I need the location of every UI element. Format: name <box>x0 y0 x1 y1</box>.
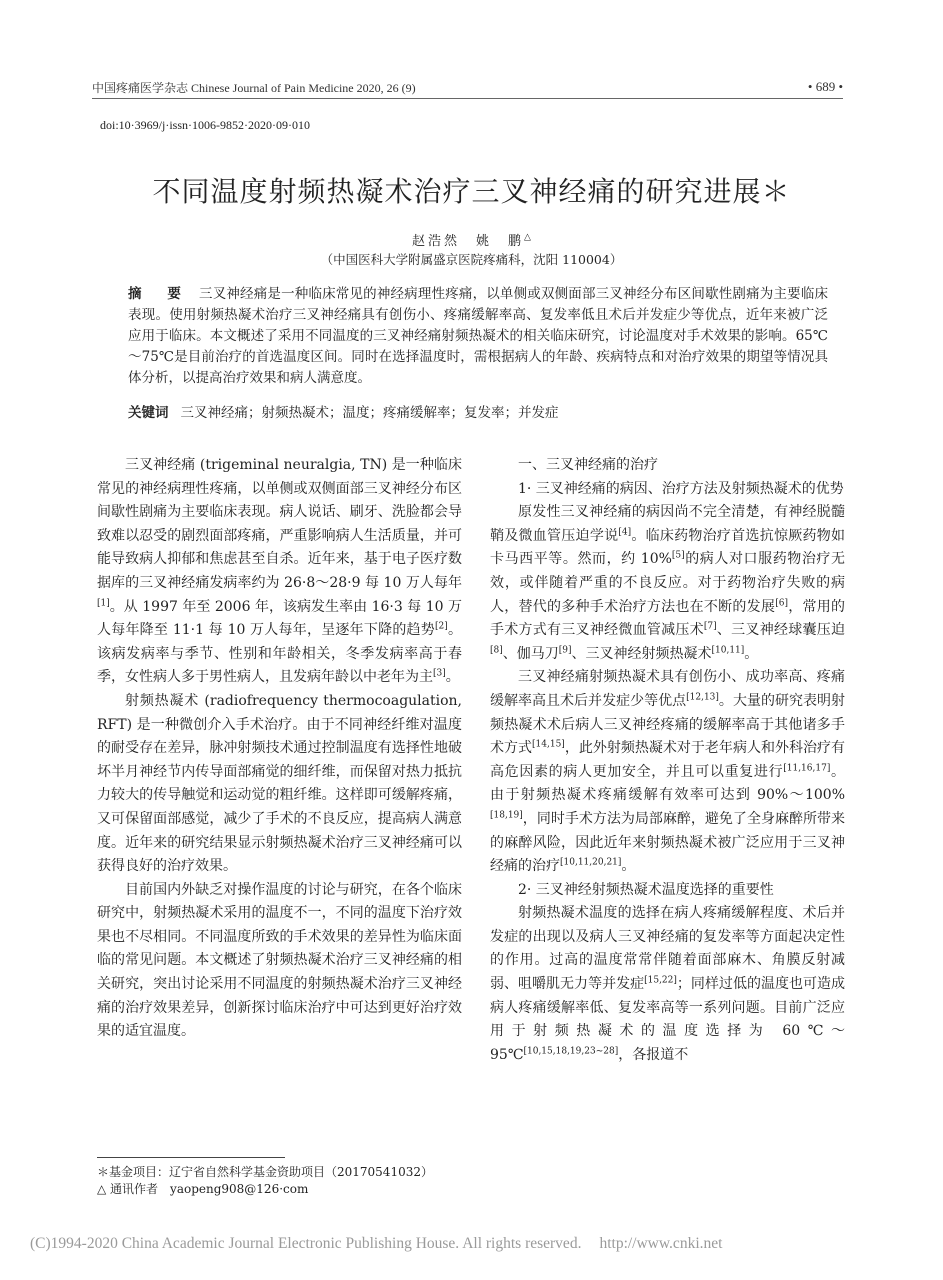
citation: [8] <box>490 645 503 656</box>
citation: [10,15,18,19,23~28] <box>523 1046 619 1057</box>
paragraph: 射频热凝术温度的选择在病人疼痛缓解程度、术后并发症的出现以及病人三叉神经痛的复发率等方面起决定性的作用。过高的温度常常伴随着面部麻木、角膜反射减弱、咀嚼肌无力等并发症[15,22]；同样过低的温度也可造成病人疼痛缓解率低、复发率高等一系列问题。目前广泛应用于射频热凝术的温度选择为 60℃～95℃[10,15,18,19,23~28]，各报道不 <box>490 905 846 1063</box>
citation: [2] <box>435 621 448 632</box>
citation: [4] <box>618 527 632 538</box>
citation: [11,16,17] <box>783 763 831 774</box>
citation: [10,11,20,21] <box>560 857 622 868</box>
paragraph: 三叉神经痛 (trigeminal neuralgia, TN) 是一种临床常见的神经病理性疼痛，以单侧或双侧面部三叉神经分布区间歇性剧痛为主要临床表现。病人说话、刷牙、洗脸都会导致难以忍受的剧烈面部疼痛，严重影响病人生活质量，并可能导致病人抑郁和焦虑甚至自杀。近年来，基于电子医疗数据库的三叉神经痛发病率约为 26·8～28·9 每 10 万人每年[1]。从 1997 年至 2006 年，该病发生率由 16·3 每 10 万人每年降至 11·1 每 10 万人每年，呈逐年下降的趋势[2]。该病发病率与季节、性别和年龄相关，冬季发病率高于春季，女性病人多于男性病人，且发病年龄以中老年为主[3]。 <box>97 457 462 686</box>
left-column <box>97 454 462 1044</box>
abstract-label: 摘 要 <box>128 286 188 302</box>
paragraph: 目前国内外缺乏对操作温度的讨论与研究，在各个临床研究中，射频热凝术采用的温度不一，不同的温度下治疗效果也不尽相同。不同温度所致的手术效果的差异性为临床面临的常见问题。本文概述了射频热凝术治疗三叉神经痛的相关研究，突出讨论采用不同温度的射频热凝术治疗三叉神经痛的治疗效果差异，创新探讨临床治疗中可达到更好治疗效果的适宜温度。 <box>97 881 462 1040</box>
citation: [3] <box>433 668 446 679</box>
section-heading: 一、三叉神经痛的治疗 <box>518 457 658 473</box>
header-rule <box>92 98 843 99</box>
abstract <box>128 284 828 389</box>
cnki-link[interactable]: http://www.cnki.net <box>599 1235 723 1252</box>
citation: [14,15] <box>532 739 565 750</box>
author-names: 赵浩然 姚 鹏 <box>412 234 525 249</box>
subsection-heading: 1· 三叉神经痛的病因、治疗方法及射频热凝术的优势 <box>518 480 844 497</box>
doi: doi:10·3969/j·issn·1006-9852·2020·09·010 <box>100 118 310 132</box>
paper-title: 不同温度射频热凝术治疗三叉神经痛的研究进展＊ <box>152 175 791 208</box>
paragraph: 原发性三叉神经痛的病因尚不完全清楚，有神经脱髓鞘及微血管压迫学说[4]。临床药物治疗首选抗惊厥药物如卡马西平等。然而，约 10%[5]的病人对口服药物治疗无效，或伴随着严重的不良反应。对于药物治疗失败的病人，替代的多种手术治疗方法也在不断的发展[6]，常用的手术方式有三叉神经微血管减压术[7]、三叉神经球囊压迫[8]、伽马刀[9]、三叉神经射频热凝术[10,11]。 <box>490 504 846 662</box>
subsection-heading: 2· 三叉神经射频热凝术温度选择的重要性 <box>518 881 774 898</box>
keywords-label: 关键词 <box>128 405 169 421</box>
citation: [18,19] <box>490 810 523 821</box>
citation: [12,13] <box>686 692 719 703</box>
running-header-journal: 中国疼痛医学杂志 Chinese Journal of Pain Medicine 2020, 26 (9) <box>92 81 416 95</box>
keywords-text: 三叉神经痛；射频热凝术；温度；疼痛缓解率；复发率；并发症 <box>180 405 559 421</box>
right-column <box>490 454 845 1067</box>
copyright-footer <box>30 1235 722 1253</box>
paragraph: 射频热凝术 (radiofrequency thermocoagulation, RFT) 是一种微创介入手术治疗。由于不同神经纤维对温度的耐受存在差异，脉冲射频技术通过控制温度有选择性地破坏半月神经节内传导面部痛觉的细纤维，而保留对热力抵抗力较大的传导触觉和运动觉的粗纤维。这样即可缓解疼痛，又可保留面部感觉，减少了手术的不良反应，提高病人满意度。近年来的研究结果显示射频热凝术治疗三叉神经痛可以获得良好的治疗效果。 <box>97 692 462 875</box>
page-number: • 689 • <box>807 79 843 94</box>
citation: [9] <box>558 645 572 656</box>
abstract-text: 三叉神经痛是一种临床常见的神经病理性疼痛，以单侧或双侧面部三叉神经分布区间歇性剧痛为主要临床表现。使用射频热凝术治疗三叉神经痛具有创伤小、疼痛缓解率高、复发率低且术后并发症少等优点，近年来被广泛应用于临床。本文概述了采用不同温度的三叉神经痛射频热凝术的相关临床研究，讨论温度对手术效果的影响。65℃～75℃是目前治疗的首选温度区间。同时在选择温度时，需根据病人的年龄、疾病特点和对治疗效果的期望等情况具体分析，以提高治疗效果和病人满意度。 <box>128 286 828 386</box>
footnote-rule <box>97 1157 285 1158</box>
fund-note: ＊基金项目：辽宁省自然科学基金资助项目（20170541032） <box>97 1165 433 1179</box>
authors <box>0 230 943 249</box>
copyright-text: (C)1994-2020 China Academic Journal Electronic Publishing House. All rights reserved. <box>30 1235 582 1252</box>
citation: [10,11] <box>711 645 745 656</box>
keywords <box>128 403 828 424</box>
corresponding-author-note: △ 通讯作者 yaopeng908@126·com <box>97 1182 309 1196</box>
footnotes <box>97 1164 433 1198</box>
corresponding-mark: △ <box>524 232 531 243</box>
citation: [15,22] <box>644 975 677 986</box>
citation: [6] <box>775 597 788 608</box>
citation: [5] <box>671 550 685 561</box>
citation: [7] <box>703 621 717 632</box>
citation: [1] <box>97 597 110 608</box>
affiliation: （中国医科大学附属盛京医院疼痛科，沈阳 110004） <box>320 252 623 267</box>
paragraph: 三叉神经痛射频热凝术具有创伤小、成功率高、疼痛缓解率高且术后并发症少等优点[12,13]。大量的研究表明射频热凝术术后病人三叉神经疼痛的缓解率高于其他诸多手术方式[14,15]，此外射频热凝术对于老年病人和外科治疗有高危因素的病人更加安全，并且可以重复进行[11,16,17]。由于射频热凝术疼痛缓解有效率可达到 90%～100%[18,19]，同时手术方法为局部麻醉，避免了全身麻醉所带来的麻醉风险，因此近年来射频热凝术被广泛应用于三叉神经痛的治疗[10,11,20,21]。 <box>490 669 846 875</box>
